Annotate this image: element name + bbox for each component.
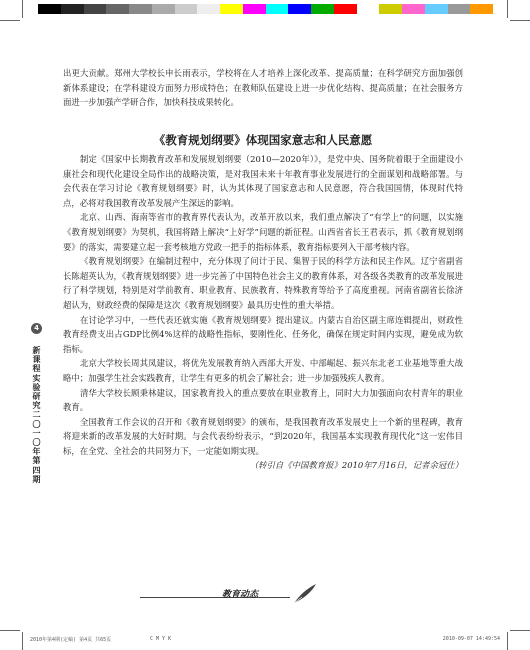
- color-swatch: [357, 4, 380, 14]
- color-swatch: [84, 4, 107, 14]
- color-swatch: [311, 4, 334, 14]
- color-swatch: [243, 4, 266, 14]
- color-swatch: [129, 4, 152, 14]
- crop-mark: [0, 630, 20, 631]
- color-swatch: [402, 4, 425, 14]
- color-swatch: [448, 4, 471, 14]
- article-heading: 《教育规划纲要》体现国家意志和人民意愿: [153, 133, 373, 147]
- printer-color-bar: [38, 4, 493, 14]
- journal-side-title: 新课程实验研究 二〇一〇年 第四期: [32, 346, 41, 484]
- crop-mark: [507, 0, 508, 18]
- crop-mark: [22, 0, 23, 18]
- crop-mark: [510, 630, 530, 631]
- body-paragraph: 全国教育工作会议的召开和《教育规划纲要》的颁布，是我国教育改革发展史上一个新的里程碑，教育将迎来新的改革发展的大好时期。与会代表纷纷表示，“到2020年，我国基本实现教育现代化”这一宏伟目标，在全党、全社会的共同努力下，一定能如期实现。: [63, 416, 463, 456]
- body-paragraph: 《教育规划纲要》在编制过程中，充分体现了问计于民、集智于民的科学方法和民主作风。辽宁省副省长陈超英认为，《教育规划纲要》进一步完善了中国特色社会主义的教育体系，对各级各类教育的改革发展进行了科学规划，特别是对学前教育、职业教育、民族教育、特殊教育等给予了高度重视。河南省副省长徐济超认为，财政经费的保障是这次《教育规划纲要》最具历史性的重大举措。: [63, 256, 463, 310]
- color-swatch: [334, 4, 357, 14]
- color-swatch: [470, 4, 493, 14]
- imprint-left: 2010年第4期(定稿) 第4页 共65页: [30, 637, 112, 643]
- color-swatch: [152, 4, 175, 14]
- crop-mark: [510, 20, 530, 21]
- page-number-badge: 4: [31, 323, 42, 334]
- color-swatch: [61, 4, 84, 14]
- body-paragraph: 制定《国家中长期教育改革和发展规划纲要（2010—2020年）》，是党中央、国务院着眼于全面建设小康社会和现代化建设全局作出的战略决策，是对我国未来十年教育事业发展进行的全面谋划和战略部署。与会代表在学习讨论《教育规划纲要》时，认为其体现了国家意志和人民意愿，符合我国国情，体现时代特点，必将对我国教育改革发展产生深远的影响。: [63, 154, 463, 208]
- body-paragraph: 在讨论学习中，一些代表还就实施《教育规划纲要》提出建议。内蒙古自治区副主席连辑提出，财政性教育经费支出占GDP比例4%这样的战略性指标，要刚性化、任务化，确保在规定时间内实现，避免成为软指标。: [63, 314, 463, 354]
- color-swatch: [288, 4, 311, 14]
- body-paragraph: 清华大学校长顾秉林建议，国家教育投入的重点要放在职业教育上，同时大力加强面向农村青年的职业教育。: [63, 387, 463, 413]
- article-body: [63, 152, 463, 473]
- color-swatch: [379, 4, 402, 14]
- quill-pen-icon: [292, 583, 318, 605]
- citation: （转引自《中国教育报》2010年7月16日，记者余冠仕）: [249, 460, 463, 471]
- crop-mark: [507, 632, 508, 650]
- crop-mark: [0, 20, 20, 21]
- color-swatch: [425, 4, 448, 14]
- color-swatch: [266, 4, 289, 14]
- intro-paragraph: 出更大贡献。郑州大学校长申长雨表示，学校将在人才培养上深化改革、提高质量；在科学研究方面加强创新体系建设；在学科建设方面努力形成特色；在教师队伍建设上进一步优化结构、提高质量；在社会服务方面进一步加强产学研合作，加快科技成果转化。: [63, 68, 463, 108]
- color-swatch: [175, 4, 198, 14]
- color-swatch: [38, 4, 61, 14]
- intro-block: [63, 66, 463, 110]
- footer-section-title: 教育动态: [222, 590, 259, 600]
- footer-rule: [140, 597, 290, 598]
- color-swatch: [106, 4, 129, 14]
- color-swatch: [220, 4, 243, 14]
- crop-mark: [22, 632, 23, 650]
- body-paragraph: 北京、山西、海南等省市的教育界代表认为，改革开放以来，我们重点解决了“有学上”的问题，以实施《教育规划纲要》为契机，我国将踏上解决“上好学”问题的新征程。山西省省长王君表示，抓《教育规划纲要》的落实，需要建立起一套考核地方党政一把手的指标体系，教育指标要列入干部考核内容。: [63, 212, 463, 252]
- imprint-right: 2010-09-07 14:49:54: [442, 636, 500, 642]
- body-paragraph: 北京大学校长周其凤建议，将优先发展教育纳入西部大开发、中部崛起、振兴东北老工业基地等重大战略中；加强学生社会实践教育，让学生有更多的机会了解社会；进一步加强残疾人教育。: [63, 358, 463, 383]
- imprint-cmyk: C M Y K: [150, 636, 172, 642]
- color-swatch: [197, 4, 220, 14]
